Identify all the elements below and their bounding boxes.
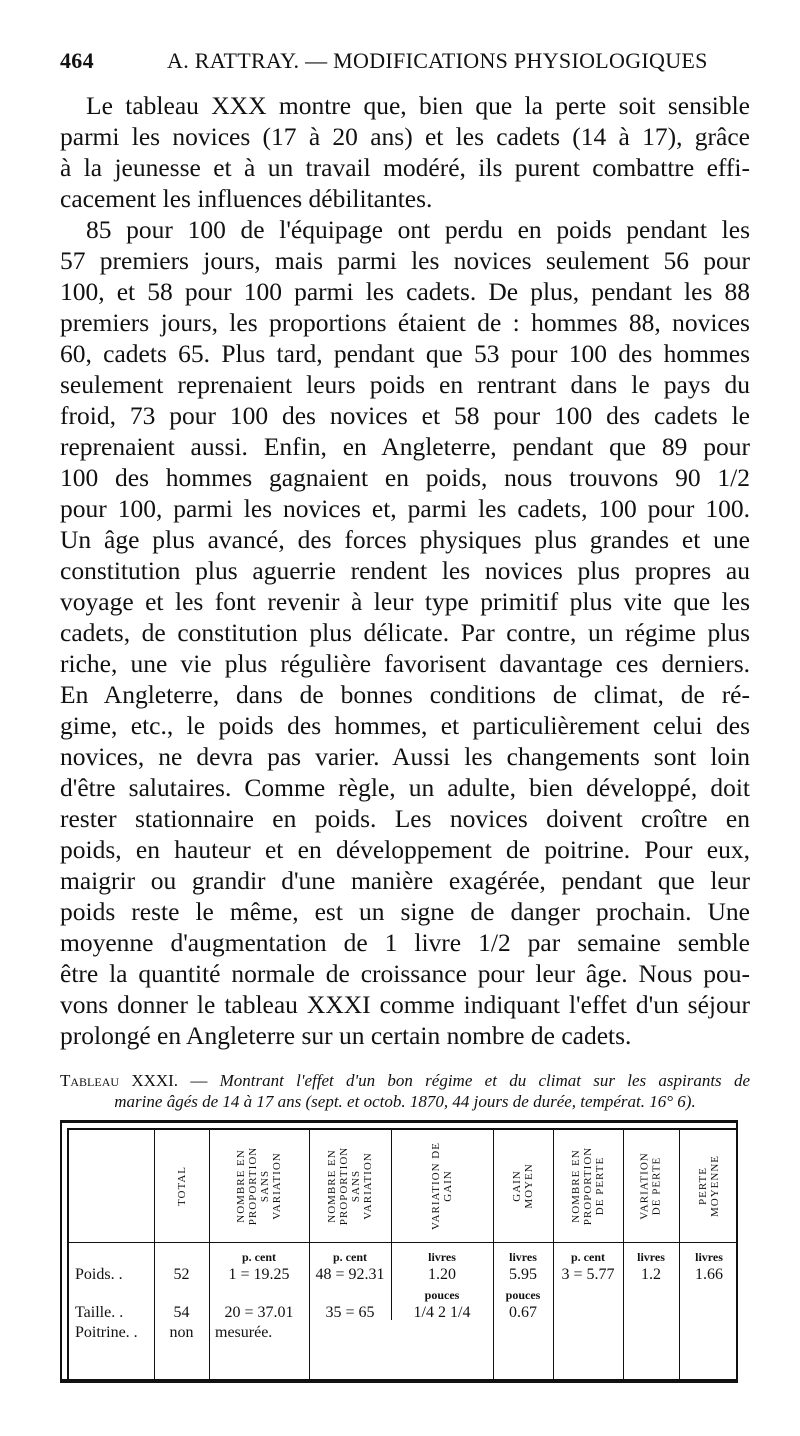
table-label: Tableau XXXI.	[60, 1071, 179, 1090]
unit-label: livres	[695, 1250, 723, 1264]
table-cell: non	[169, 1324, 194, 1341]
text-line: 100 des hommes gagnaient en poids, nous trouvons 90 1/2	[60, 463, 750, 492]
header-divider	[69, 1242, 736, 1243]
running-title: A. RATTRAY. — MODIFICATIONS PHYSIOLOGIQUES	[167, 48, 708, 73]
unit-label: livres	[509, 1250, 537, 1264]
unit-label: pouces	[424, 1288, 460, 1302]
table-cell: 54	[173, 1304, 190, 1321]
text-line: prolongé en Angleterre sur un certain nombre de cadets.	[60, 1021, 632, 1050]
data-table	[60, 1120, 738, 1383]
col-header-variation-perte: VARIATION DE PERTE	[639, 1152, 663, 1220]
text-line: pour 100, parmi les novices et, parmi les cadets, 100 pour 100.	[60, 494, 750, 523]
unit-label: pouces	[505, 1288, 541, 1302]
text-line: 60, cadets 65. Plus tard, pendant que 53 pour 100 des hommes	[60, 339, 750, 368]
caption-dash: —	[178, 1071, 220, 1090]
text-line: riche, une vie plus régulière favorisent davantage ces derniers.	[60, 649, 750, 678]
text-line: parmi les novices (17 à 20 ans) et les cadets (14 à 17), grâce	[60, 122, 750, 151]
table-cell: 52	[173, 1266, 190, 1283]
text-line: cadets, de constitution plus délicate. Par contre, un régime plus	[60, 618, 750, 647]
col-header-nombre-perte: NOMBRE EN PROPORTION DE PERTE	[570, 1146, 606, 1226]
row-label: Taille. .	[75, 1304, 124, 1321]
text-line: rester stationnaire en poids. Les novices doivent croître en	[60, 804, 750, 833]
text-line: Le tableau XXX montre que, bien que la perte soit sensible	[86, 91, 750, 120]
text-line: froid, 73 pour 100 des novices et 58 pour 100 des cadets le	[60, 401, 750, 430]
col-header-perte-moyenne: PERTE MOYENNE	[697, 1155, 721, 1217]
unit-label: livres	[428, 1250, 456, 1264]
text-line: poids reste le même, est un signe de danger prochain. Une	[60, 897, 750, 926]
text-line: 85 pour 100 de l'équipage ont perdu en poids pendant les	[86, 215, 750, 244]
col-header-nombre-sans-variation-2: NOMBRE EN PROPORTION SANS VARIATION	[326, 1146, 374, 1226]
col-header-variation-gain: VARIATION DE GAIN	[430, 1142, 454, 1230]
text-line: maigrir ou grandir d'une manière exagérée, pendant que leur	[60, 866, 750, 895]
table-cell: 3 = 5.77	[561, 1266, 615, 1283]
text-line: poids, en hauteur et en développement de poitrine. Pour eux,	[60, 835, 750, 864]
text-line: être la quantité normale de croissance pour leur âge. Nous pou-	[60, 959, 750, 988]
table-cell: 20 = 37.01	[224, 1304, 294, 1321]
running-header	[60, 48, 750, 88]
text-line: premiers jours, les proportions étaient de : hommes 88, novices	[60, 308, 750, 337]
row-label: Poitrine. .	[75, 1324, 138, 1341]
text-line: gime, etc., le poids des hommes, et particulièrement celui des	[60, 711, 750, 740]
text-line: Un âge plus avancé, des forces physiques plus grandes et une	[60, 525, 750, 554]
col-header-nombre-sans-variation: NOMBRE EN PROPORTION SANS VARIATION	[235, 1146, 283, 1226]
table-caption-cont: marine âgés de 14 à 17 ans (sept. et octob. 1870, 44 jours de durée, températ. 16° 6).	[114, 1092, 696, 1111]
table-cell: mesurée.	[215, 1324, 273, 1341]
table-cell: 1.66	[695, 1266, 723, 1283]
table-cell: 48 = 92.31	[315, 1266, 385, 1283]
text-line: 100, et 58 pour 100 parmi les cadets. De plus, pendant les 88	[60, 277, 750, 306]
text-line: vons donner le tableau XXXI comme indiquant l'effet d'un séjour	[60, 990, 750, 1019]
unit-label: p. cent	[242, 1250, 276, 1264]
unit-label: p. cent	[333, 1250, 367, 1264]
text-line: constitution plus aguerrie rendent les novices plus propres au	[60, 556, 750, 585]
table-cell: 35 = 65	[325, 1304, 375, 1321]
text-line: d'être salutaires. Comme règle, un adulte, bien développé, doit	[60, 773, 750, 802]
col-header-gain-moyen: GAIN MOYEN	[511, 1163, 535, 1209]
table-grid	[67, 1128, 736, 1379]
text-line: 57 premiers jours, mais parmi les novices seulement 56 pour	[60, 246, 750, 275]
text-line: novices, ne devra pas varier. Aussi les changements sont loin	[60, 742, 750, 771]
table-cell: 0.67	[509, 1304, 537, 1321]
text-line: moyenne d'augmentation de 1 livre 1/2 par semaine semble	[60, 928, 750, 957]
table-cell: 1.20	[428, 1266, 456, 1283]
text-line: reprenaient aussi. Enfin, en Angleterre, pendant que 89 pour	[60, 432, 750, 461]
unit-label: livres	[637, 1250, 665, 1264]
row-label: Poids. .	[75, 1266, 123, 1283]
table-cell: 5.95	[509, 1266, 537, 1283]
text-line: seulement reprenaient leurs poids en rentrant dans le pays du	[60, 370, 750, 399]
table-cell: 1/4 2 1/4	[413, 1304, 471, 1321]
page-number: 464	[60, 48, 94, 73]
text-line: voyage et les font revenir à leur type primitif plus vite que les	[60, 587, 750, 616]
table-caption	[60, 1070, 750, 1092]
unit-label: p. cent	[571, 1250, 605, 1264]
text-line: cacement les influences débilitantes.	[60, 184, 433, 213]
text-line: En Angleterre, dans de bonnes conditions de climat, de ré-	[60, 680, 750, 709]
text-line: à la jeunesse et à un travail modéré, ils purent combattre effi-	[60, 153, 750, 182]
caption-text: Montrant l'effet d'un bon régime et du climat sur les aspirants de	[219, 1071, 750, 1090]
table-cell: 1.2	[641, 1266, 661, 1283]
col-header-total: TOTAL	[175, 1166, 188, 1206]
table-cell: 1 = 19.25	[228, 1266, 290, 1283]
